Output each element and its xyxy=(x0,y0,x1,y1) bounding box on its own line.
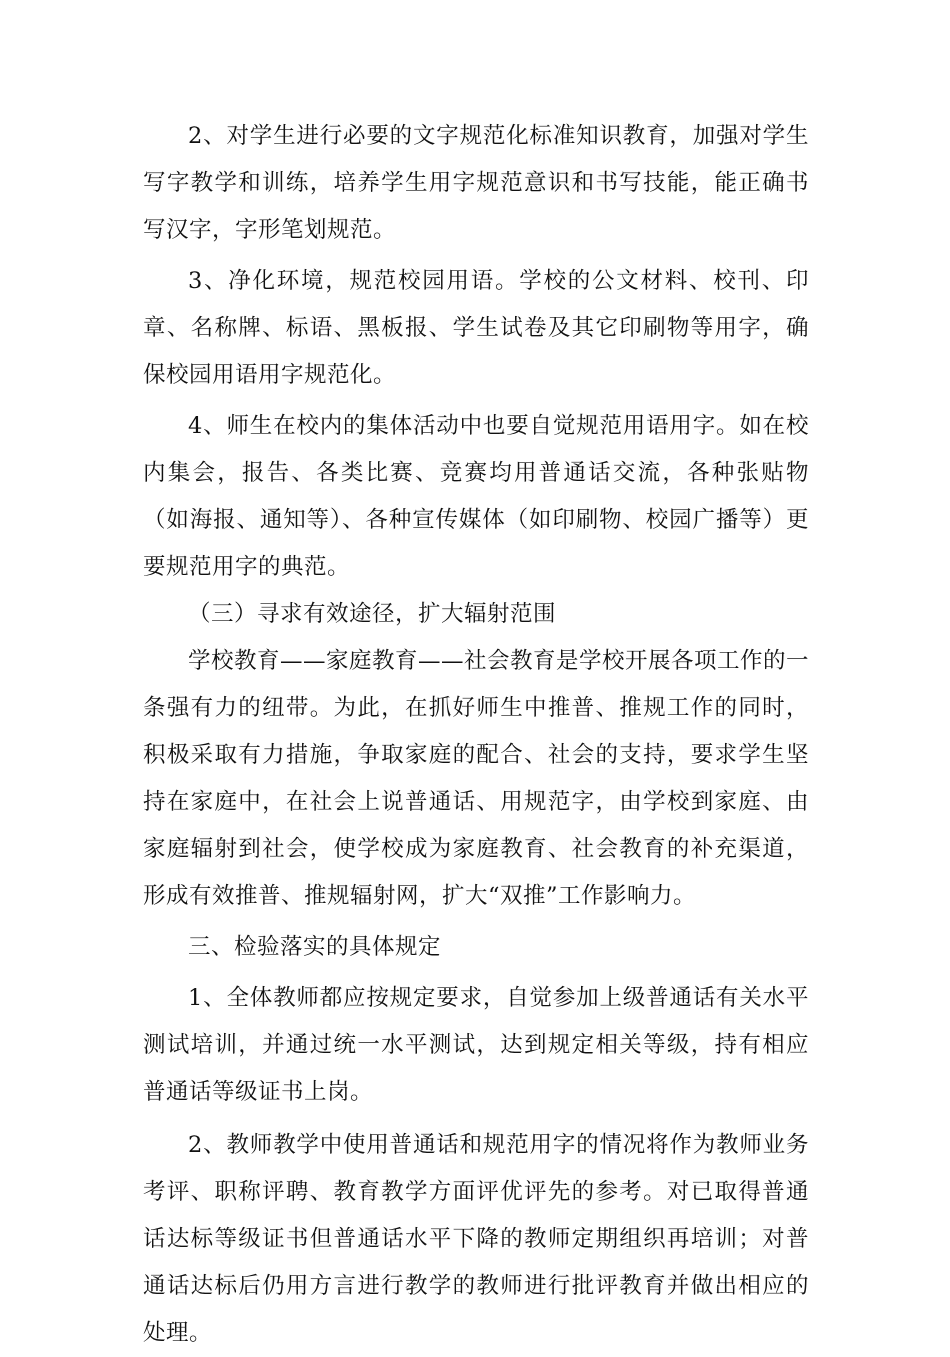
paragraph-item-2-writing-education: 2、对学生进行必要的文字规范化标准知识教育，加强对学生写字教学和训练，培养学生用字规范意识和书写技能，能正确书写汉字，字形笔划规范。 xyxy=(143,123,809,243)
paragraph-rule-2-teacher-evaluation: 2、教师教学中使用普通话和规范用字的情况将作为教师业务考评、职称评聘、教育教学方面评优评先的参考。对已取得普通话达标等级证书但普通话水平下降的教师定期组织再培训；对普通话达标后仍用方言进行教学的教师进行批评教育并做出相应的处理。 xyxy=(143,1132,809,1346)
paragraph-item-4-collective-activities: 4、师生在校内的集体活动中也要自觉规范用语用字。如在校内集会，报告、各类比赛、竞赛均用普通话交流，各种张贴物（如海报、通知等）、各种宣传媒体（如印刷物、校园广播等）更要规范用字的典范。 xyxy=(143,413,809,580)
document-body xyxy=(143,113,809,1357)
section-heading-inspection-rules: 三、检验落实的具体规定 xyxy=(188,934,442,960)
section-heading-expand-radiation: （三）寻求有效途径，扩大辐射范围 xyxy=(188,601,557,627)
paragraph-school-family-society: 学校教育——家庭教育——社会教育是学校开展各项工作的一条强有力的纽带。为此，在抓好师生中推普、推规工作的同时，积极采取有力措施，争取家庭的配合、社会的支持，要求学生坚持在家庭中，在社会上说普通话、用规范字，由学校到家庭、由家庭辐射到社会，使学校成为家庭教育、社会教育的补充渠道，形成有效推普、推规辐射网，扩大“双推”工作影响力。 xyxy=(143,648,810,909)
paragraph-rule-1-teacher-testing: 1、全体教师都应按规定要求，自觉参加上级普通话有关水平测试培训，并通过统一水平测试，达到规定相关等级，持有相应普通话等级证书上岗。 xyxy=(143,985,809,1105)
paragraph-item-3-campus-language: 3、净化环境，规范校园用语。学校的公文材料、校刊、印章、名称牌、标语、黑板报、学生试卷及其它印刷物等用字，确保校园用语用字规范化。 xyxy=(143,268,809,388)
